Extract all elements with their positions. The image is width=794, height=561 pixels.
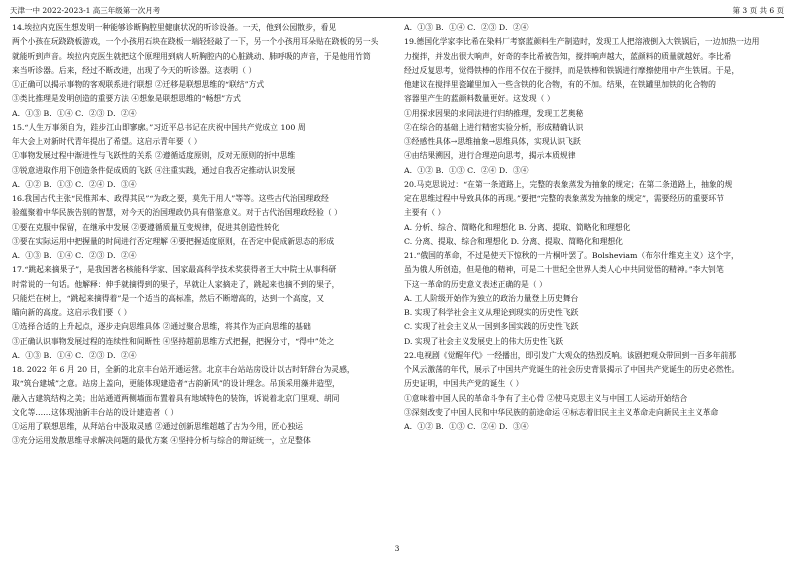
text-line: A．①② B．①③ C．②④ D．③④: [404, 165, 529, 175]
text-line: ③锐意进取作用下创造条件促成质的飞跃 ④注重实践，通过自我否定推动认识发展: [12, 165, 296, 175]
text-line: 主要有（ ）: [404, 208, 446, 218]
exam-header-title: 天津一中 2022-2023-1 高三年级第一次月考: [10, 6, 161, 15]
text-line: 力搅拌，并发出很大响声，好奇的李比希被告知，搅拌响声越大，蓝颜料的质量就越好。李比希: [404, 51, 732, 61]
text-line: ①运用了联想思维，从拜站台中汲取灵感 ②通过创新思维超越了古为今用，匠心独运: [12, 422, 303, 431]
page-indicator: 第 3 页 共 6 页: [732, 6, 784, 15]
text-line: 下这一革命的历史意义表述正确的是（ ）: [404, 279, 547, 289]
text-line: 两个小孩在玩跷跷板游戏，一个小孩用石块在跷板一端轻轻敲了一下，另一个小孩用耳朵贴在跷板的另一头: [12, 37, 379, 47]
text-line: 定在思维过程中导致具体的再现。”要把“完整的表象蒸发为抽象的规定”，需要经历的重要环节: [404, 194, 724, 203]
text-line: D. 实现了社会主义发展史上的伟大历史性飞跃: [404, 336, 564, 346]
text-line: A．①③ B．①④ C．②③ D．②④: [404, 23, 529, 32]
right-column: [404, 21, 782, 434]
text-line: A．①② B．①③ C．②④ D．③④: [12, 179, 137, 189]
text-line: ②在综合的基础上进行精密实验分析，形成精确认识: [404, 122, 584, 132]
text-line: 14.埃拉内克医生想发明一种能够诊断胸腔里健康状况的听诊设备。一天，他到公园散步，看见: [12, 23, 337, 32]
text-line: 融入古建筑结构之美；出站通道两侧墙面布置着具有地域特色的装饰，诉说着北京门里观、胡同: [12, 393, 340, 403]
text-line: ③充分运用发散思维寻求解决问题的最优方案 ④坚持分析与综合的辩证统一，立足整体: [12, 436, 311, 446]
text-line: 18. 2022 年 6 月 20 日，全新的北京丰台站开通运营。北京丰台站站房设计以古时轩辞台为灵感，: [12, 365, 355, 374]
text-line: 只能烂在树上，“跳起来摘得着”是一个适当的高标准，然后不断增高的，达到一个高度，又: [12, 293, 325, 303]
text-line: ①意味着中国人民的革命斗争有了主心骨 ②使马克思主义与中国工人运动开始结合: [404, 393, 688, 403]
left-column: [12, 21, 390, 449]
text-line: 个风云激荡的年代，展示了中国共产党诞生的社会历史背景揭示了中国共产党诞生的历史必然性。: [404, 365, 740, 374]
text-line: 来当听诊器。后来，经过不断改进，出现了今天的听诊器。这表明（ ）: [12, 65, 257, 75]
text-line: ①选择合适的上升起点，逐步走向思维具体 ②通过聚合思维，将其作为正向思维的基础: [12, 322, 311, 332]
text-line: 文化等……这体现油新丰台站的设计建造者（ ）: [12, 407, 179, 417]
text-line: A. 分析、综合、简略化和理想化 B. 分离、提取、简略化和理想化: [404, 222, 631, 232]
text-line: 验蕴聚着中华民族告别的智慧，对今天的治国理政仍具有借鉴意义。对于古代治国理政经验（ ）: [12, 208, 342, 218]
text-line: A. 工人阶级开始作为独立的政治力量登上历史舞台: [404, 293, 579, 303]
page-number: 3: [394, 544, 400, 553]
text-line: 瞄向新的高度。这启示我们要（ ）: [12, 308, 132, 317]
text-line: ③正确认识事物发展过程的连续性和间断性 ④坚持超前思维方式把握，把握分寸，“得中”处之: [12, 336, 335, 346]
text-line: ①事物发展过程中渐进性与飞跃性的关系 ②遵循适度原则，反对无原则的折中思维: [12, 151, 296, 161]
text-line: A．①③ B．①④ C．②③ D．②④: [12, 108, 137, 118]
text-line: 15.“人生万事须自为，跬步江山即寥廓。”习近平总书记在庆祝中国共产党成立 100 周: [12, 122, 306, 132]
text-line: ③类比推理是发明创造的重要方法 ④想象是联想思维的“畅想”方式: [12, 94, 241, 104]
text-line: ③深刻改变了中国人民和中华民族的前途命运 ④标志着旧民主主义革命走向新民主主义革命: [404, 407, 719, 417]
text-line: ③要在实际运用中把握量的时间进行否定理解 ④要把握适度原则，在否定中促成新思态的形成: [12, 236, 335, 246]
text-line: C. 实现了社会主义从一国到多国实践的历史性飞跃: [404, 322, 579, 332]
text-line: 时常说的一句话。他解释：伸手就摘得到的果子，早就让人家摘走了，跳起来也摘不到的果子，: [12, 279, 340, 289]
text-line: 历史证明，中国共产党的诞生（ ）: [404, 379, 524, 389]
text-line: 就能听到声音。埃拉内克医生就把这个原理用到病人听胸腔内的心脏跳动、肺呼吸的声音，于是他用竹筒: [12, 51, 371, 61]
text-line: 16.我国古代主张“民惟邦本、政得其民”“为政之要，莫先于用人”等等。这些古代治国理政经: [12, 194, 329, 203]
text-line: 21.“俄国的革命，不过是使天下惊秋的一片桐叶罢了。Bolsheviam（布尔什维克主义）这个字，: [404, 251, 739, 260]
text-line: ①正确可以揭示事物的客观联系进行联想 ②迁移是联想思维的“联结”方式: [12, 80, 265, 89]
text-line: 19.德国化学家李比希在染料厂考察蓝颜料生产制造时，发现工人把溶液倒入大铁锅后，一边加热一边用: [404, 37, 760, 47]
text-line: B. 实现了科学社会主义从理论到现实的历史性飞跃: [404, 308, 579, 317]
header-divider: [10, 17, 784, 18]
text-line: 容器里产生的蓝颜料数量更好。这发现（ ）: [404, 94, 555, 104]
text-line: A．①③ B．①④ C．②③ D．②④: [12, 350, 137, 360]
text-line: 取“筑台建城”之意。站房上盖向，更能体现建造者“古韵新风”的设计理念。吊顶采用藻井造型，: [12, 379, 340, 389]
text-line: 年大会上对新时代青年提出了希望。这启示青年要（ ）: [12, 137, 202, 146]
text-line: ①用探求因果的求同法进行归纳推理，发现工艺奥秘: [404, 108, 584, 118]
text-line: 17.“跳起来摘果子”，是我国著名核能科学家、国家最高科学技术奖获得者王大中院士从事科研: [12, 265, 337, 275]
text-line: 他建议在搅拌里瓷罐里加入一些含铁的化合物，有的不加。结果，在铁罐里加铁的化合物的: [404, 80, 716, 89]
text-line: ④由结果溯因，进行合理逆向思考，揭示本质规律: [404, 151, 576, 161]
text-line: C. 分离、提取、综合和理想化 D. 分离、提取、简略化和理想化: [404, 236, 623, 246]
text-line: A．①③ B．①④ C．②③ D．②④: [12, 251, 137, 260]
text-line: ①要在克服中保留，在继承中发展 ②要遵循质量互变规律，促进其创造性转化: [12, 222, 280, 232]
text-line: 20.马克思说过：“在第一条道路上，完整的表象蒸发为抽象的规定；在第二条道路上，抽象的规: [404, 179, 733, 189]
text-line: 虽为俄人所创造，但是他的精神，可是二十世纪全世界人类人心中共同觉悟的精神。”李大钊笔: [404, 265, 724, 275]
text-line: ③经感性具体→思维抽象→思维具体，实现认识飞跃: [404, 137, 581, 146]
text-line: 22.电视剧《觉醒年代》一经播出，即引发广大观众的热烈反响。该剧把观众带回到一百多年前那: [404, 350, 737, 360]
text-line: 经过反复思考，觉得铁棒的作用不仅在于搅拌，而是铁棒和铁锅进行摩擦使用中产生铁屑。于是，: [404, 65, 740, 75]
text-line: A．①② B．①③ C．②④ D．③④: [404, 422, 529, 431]
